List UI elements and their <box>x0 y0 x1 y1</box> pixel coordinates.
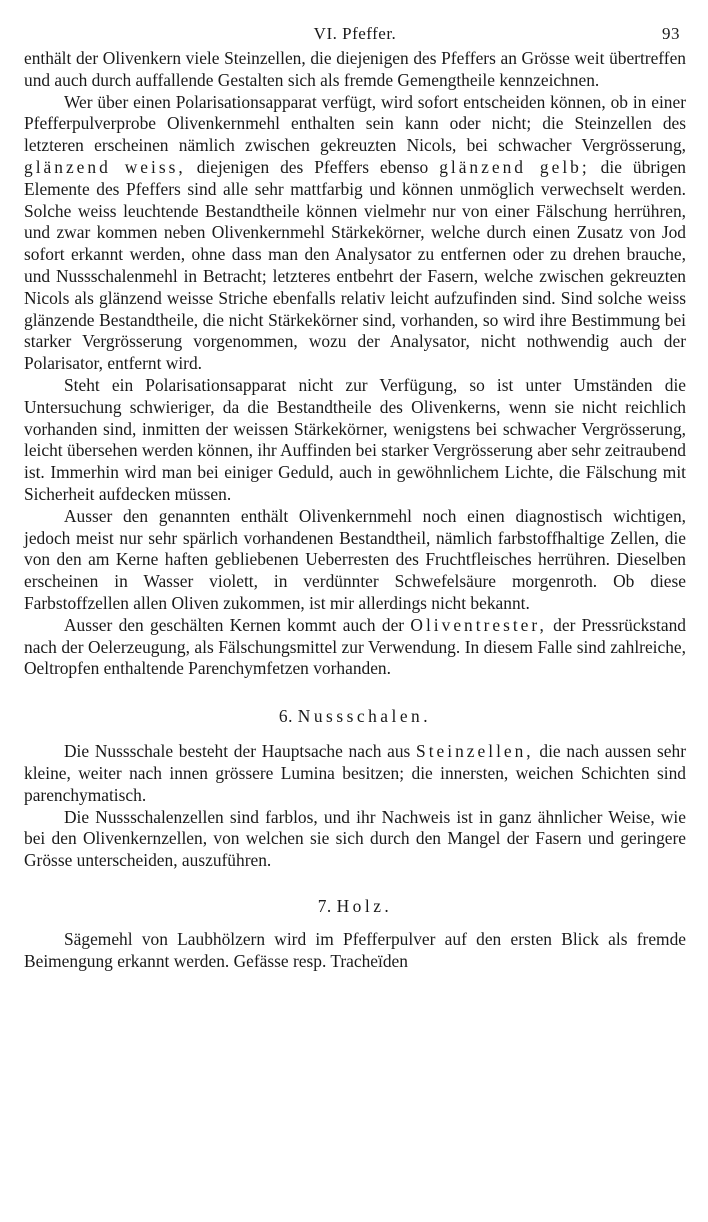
paragraph-text: die übrigen Elemente des Pfeffers sind alle sehr mattfarbig und können unmöglich verwechselt werden. Solche weiss leuchtende Bestandtheile können vielmehr nur von einer Fälschung herrühren, und zwar kommen neben Olivenkernmehl Stärkekörner, welche durch einen Zusatz von Jod sofort erkannt werden, ohne dass man den Analysator zu entfernen oder zu drehen brauche, und Nussschalenmehl in Betracht; letzteres entbehrt der Fasern, welche zwischen gekreuzten Nicols als glänzend weisse Striche ebenfalls relativ leicht aufzufinden sind. Sind solche weiss glänzende Bestandtheile, die nicht Stärkekörner sind, vorhanden, so wird ihre Bestimmung bei starker Vergrösserung vorgenommen, wozu der Analysator, nicht nothwendig auch der Polarisator, entfernt wird. <box>24 156 686 374</box>
running-header <box>24 22 686 48</box>
paragraph-oliventrester <box>24 615 686 680</box>
paragraph-polarisation <box>24 92 686 375</box>
paragraph-text: diejenigen des Pfeffers ebenso <box>196 156 429 177</box>
paragraph-nussschalenzellen: Die Nussschalenzellen sind farblos, und ihr Nachweis ist in ganz ähnlicher Weise, wie bei den Olivenkernzellen, von welchen sie sich durch den Mangel der Fasern und geringere Grösse unterscheiden, auszuführen. <box>24 806 686 871</box>
section-number: 6. <box>278 706 293 727</box>
section-title: Holz. <box>336 895 393 916</box>
section-heading-holz <box>24 896 686 917</box>
running-title: VI. Pfeffer. <box>313 24 397 43</box>
page-number: 93 <box>662 24 680 43</box>
spaced-emphasis: glänzend weiss, <box>24 156 186 177</box>
paragraph-text: Die Nussschale besteht der Hauptsache nach aus <box>64 741 411 762</box>
paragraph-pigment-cells: Ausser den genannten enthält Olivenkernmehl noch einen diagnostisch wichtigen, jedoch meist nur sehr spärlich vorhandenen Bestandtheil, nämlich farbstoffhaltige Zellen, die von den am Kerne haften gebliebenen Ueberresten des Fruchtfleisches herrühren. Dieselben erscheinen in Wasser violett, in verdünnter Schwefelsäure morgenroth. Ob diese Farbstoffzellen allen Oliven zukommen, ist mir allerdings nicht bekannt. <box>24 505 686 613</box>
section-number: 7. <box>317 895 332 916</box>
paragraph-text: die nach aussen sehr kleine, weiter nach innen grössere Lumina besitzen; die innersten, weichen Schichten sind parenchymatisch. <box>24 741 686 805</box>
paragraph-no-polarisation: Steht ein Polarisationsapparat nicht zur Verfügung, so ist unter Umständen die Untersuchung schwieriger, da die Bestandtheile des Olivenkerns, wenn sie nicht reichlich vorhanden sind, inmitten der weissen Stärkekörner, wenigstens bei schwacher Vergrösserung, leicht übersehen werden können, ihr Auffinden bei starker Vergrösserung aber sehr zeitraubend ist. Immerhin wird man bei einiger Geduld, auch in gewöhnlichem Lichte, die Fälschung mit Sicherheit aufdecken müssen. <box>24 374 686 504</box>
spaced-emphasis: glänzend gelb; <box>439 156 590 177</box>
paragraph-text: Ausser den geschälten Kernen kommt auch der <box>64 614 405 635</box>
section-title: Nussschalen. <box>297 706 432 727</box>
spaced-emphasis: Oliventrester, <box>410 614 547 635</box>
paragraph-holz: Sägemehl von Laubhölzern wird im Pfefferpulver auf den ersten Blick als fremde Beimengung erkannt werden. Gefässe resp. Tracheïden <box>24 928 686 971</box>
spaced-emphasis: Steinzellen, <box>416 741 534 762</box>
paragraph-text: der Pressrückstand nach der Oelerzeugung, als Fälschungsmittel zur Verwendung. In diesem Falle sind zahlreiche, Oeltropfen enthaltende Parenchymfetzen vorhanden. <box>24 614 686 679</box>
section-heading-nussschalen <box>24 706 686 727</box>
paragraph-continuation: enthält der Olivenkern viele Steinzellen, die diejenigen des Pfeffers an Grösse weit übertreffen und auch durch auffallende Gestalten sich als fremde Gemengtheile kennzeichnen. <box>24 48 686 90</box>
paragraph-text: Wer über einen Polarisationsapparat verfügt, wird sofort entscheiden können, ob in einer Pfefferpulverprobe Olivenkernmehl enthalten sein kann oder nicht; die Steinzellen des letzteren erscheinen nämlich zwischen gekreuzten Nicols, bei schwacher Vergrösserung, <box>24 91 686 156</box>
paragraph-nussschale <box>24 741 686 806</box>
